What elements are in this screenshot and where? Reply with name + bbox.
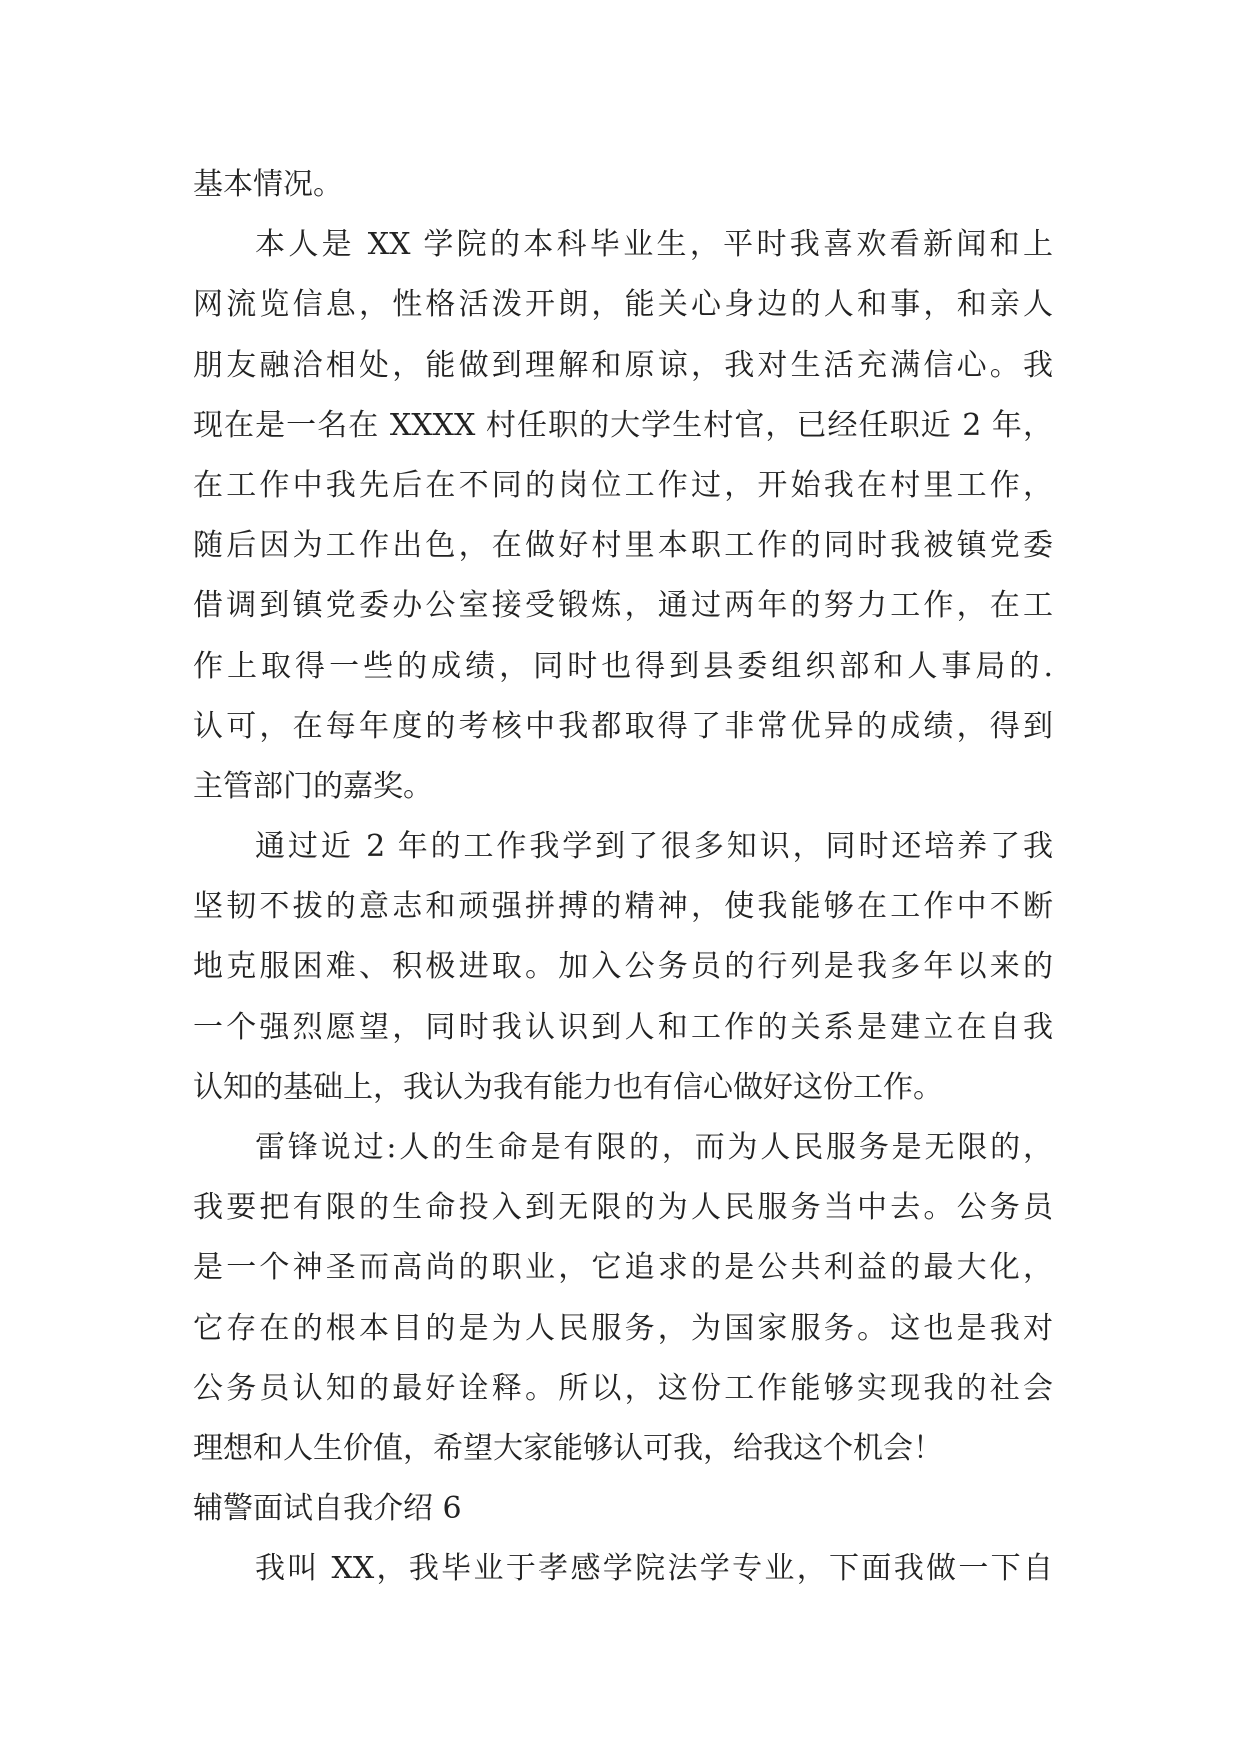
- paragraph-line: 在工作中我先后在不同的岗位工作过，开始我在村里工作，: [193, 467, 1053, 503]
- paragraph-line: 公务员认知的最好诠释。所以，这份工作能够实现我的社会: [193, 1370, 1053, 1406]
- paragraph-line: 认可，在每年度的考核中我都取得了非常优异的成绩，得到: [193, 708, 1053, 744]
- paragraph-line: 通过近 2 年的工作我学到了很多知识，同时还培养了我: [255, 829, 1053, 865]
- paragraph-line: 坚韧不拔的意志和顽强拼搏的精神，使我能够在工作中不断: [193, 889, 1053, 925]
- section-heading: 辅警面试自我介绍 6: [193, 1491, 462, 1527]
- paragraph-line: 地克服困难、积极进取。加入公务员的行列是我多年以来的: [193, 949, 1053, 985]
- paragraph-line: 现在是一名在 XXXX 村任职的大学生村官，已经任职近 2 年，: [193, 407, 1053, 443]
- paragraph-line: 理想和人生价值，希望大家能够认可我，给我这个机会！: [193, 1430, 943, 1466]
- paragraph-line: 基本情况。: [193, 167, 343, 202]
- paragraph-line: 一个强烈愿望，同时我认识到人和工作的关系是建立在自我: [193, 1009, 1053, 1045]
- paragraph-line: 它存在的根本目的是为人民服务，为国家服务。这也是我对: [193, 1310, 1053, 1346]
- paragraph-line: 网流览信息，性格活泼开朗，能关心身边的人和事，和亲人: [193, 287, 1053, 323]
- paragraph-line: 是一个神圣而高尚的职业，它追求的是公共利益的最大化，: [193, 1250, 1053, 1286]
- paragraph-line: 雷锋说过:人的生命是有限的，而为人民服务是无限的，: [255, 1130, 1053, 1165]
- paragraph-line: 作上取得一些的成绩，同时也得到县委组织部和人事局的.: [193, 648, 1053, 684]
- paragraph-line: 朋友融洽相处，能做到理解和原谅，我对生活充满信心。我: [193, 347, 1053, 383]
- paragraph-line: 我要把有限的生命投入到无限的为人民服务当中去。公务员: [193, 1190, 1053, 1226]
- paragraph-line: 认知的基础上，我认为我有能力也有信心做好这份工作。: [193, 1069, 943, 1105]
- paragraph-line: 随后因为工作出色，在做好村里本职工作的同时我被镇党委: [193, 528, 1053, 564]
- paragraph-line: 主管部门的嘉奖。: [193, 768, 433, 804]
- paragraph-line: 本人是 XX 学院的本科毕业生，平时我喜欢看新闻和上: [255, 227, 1053, 263]
- body-text: [193, 155, 1053, 1600]
- paragraph-line: 借调到镇党委办公室接受锻炼，通过两年的努力工作，在工: [193, 588, 1053, 624]
- paragraph-line: 我叫 XX，我毕业于孝感学院法学专业，下面我做一下自: [255, 1551, 1053, 1587]
